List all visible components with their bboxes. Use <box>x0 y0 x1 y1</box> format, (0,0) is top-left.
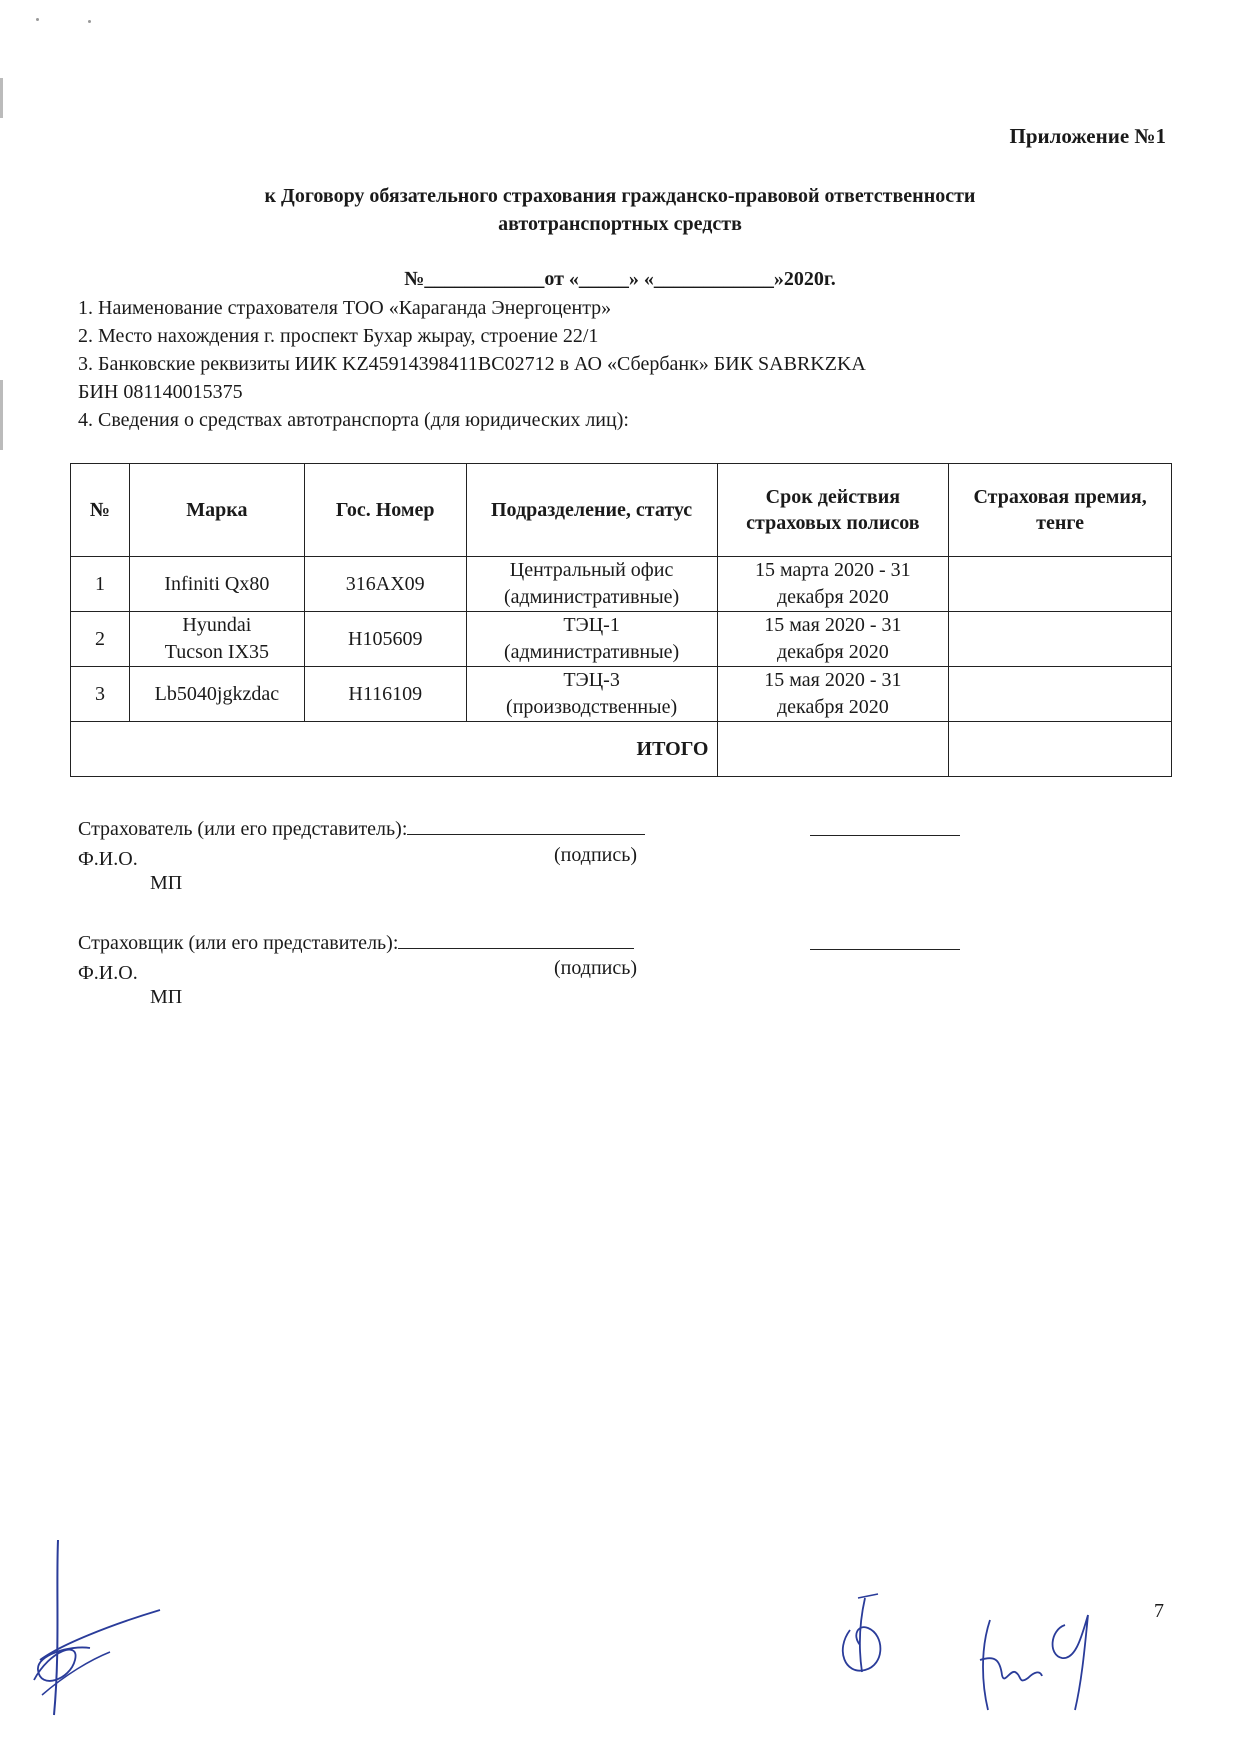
cell-num: 1 <box>71 557 130 612</box>
cell-division <box>466 667 717 722</box>
insurer-signature-caption: (подпись) <box>554 957 638 979</box>
insured-label: Страхователь (или его представитель): <box>78 818 408 840</box>
vehicles-table <box>70 463 1172 777</box>
info-line-bin: БИН 081140015375 <box>78 381 243 403</box>
heading-line-1: к Договору обязательного страхования гражданско-правовой ответственности <box>264 185 976 207</box>
info-line-name: 1. Наименование страхователя ТОО «Караганда Энергоцентр» <box>78 297 612 319</box>
cell-premium <box>949 557 1172 612</box>
scan-edge-mark <box>0 380 3 450</box>
page-number: 7 <box>1154 1600 1164 1622</box>
division-line-1: Центральный офис <box>509 559 674 581</box>
insured-signature-line <box>810 834 960 836</box>
cell-term <box>717 612 949 667</box>
cell-model: Lb5040jgkzdac <box>129 667 304 722</box>
scan-speck <box>36 18 39 21</box>
contract-number-line: №____________от «_____» «____________»2020г. <box>404 268 836 290</box>
model-line-1: Hyundai <box>182 614 252 636</box>
division-line-1: ТЭЦ-3 <box>563 669 620 691</box>
model-line-2: Tucson IX35 <box>164 641 270 663</box>
total-premium-cell <box>949 722 1172 777</box>
table-header-row <box>71 464 1172 557</box>
insurer-signature-line <box>810 948 960 950</box>
table-row <box>71 557 1172 612</box>
header-premium: Страховая премия, тенге <box>949 464 1172 557</box>
info-line-bank: 3. Банковские реквизиты ИИК KZ45914398411BC02712 в АО «Сбербанк» БИК SABRKZKA <box>78 353 866 375</box>
insurer-label: Страховщик (или его представитель): <box>78 932 399 954</box>
header-num: № <box>71 464 130 557</box>
table-row <box>71 667 1172 722</box>
handwritten-initials-middle <box>830 1590 900 1680</box>
info-line-vehicles: 4. Сведения о средствах автотранспорта (для юридических лиц): <box>78 409 629 431</box>
cell-num: 2 <box>71 612 130 667</box>
insured-fio: Ф.И.О. <box>78 848 138 870</box>
insurer-stamp-label: МП <box>150 986 183 1008</box>
cell-division <box>466 557 717 612</box>
insured-stamp-label: МП <box>150 872 183 894</box>
division-line-2: (производственные) <box>506 696 678 718</box>
division-line-2: (административные) <box>503 586 680 608</box>
document-heading <box>0 182 1240 238</box>
heading-line-2: автотранспортных средств <box>498 213 742 235</box>
cell-term <box>717 557 949 612</box>
header-model: Марка <box>129 464 304 557</box>
cell-model: Infiniti Qx80 <box>129 557 304 612</box>
total-label: ИТОГО <box>71 722 718 777</box>
handwritten-signature-right <box>970 1600 1120 1720</box>
term-line-1: 15 мая 2020 - 31 <box>764 614 902 636</box>
header-division: Подразделение, статус <box>466 464 717 557</box>
insured-signature-caption: (подпись) <box>554 844 638 866</box>
term-line-1: 15 марта 2020 - 31 <box>755 559 911 581</box>
cell-num: 3 <box>71 667 130 722</box>
appendix-title: Приложение №1 <box>1009 124 1166 148</box>
info-line-address: 2. Место нахождения г. проспект Бухар жырау, строение 22/1 <box>78 325 599 347</box>
cell-premium <box>949 612 1172 667</box>
header-plate: Гос. Номер <box>304 464 466 557</box>
table-row <box>71 612 1172 667</box>
cell-plate: 316AX09 <box>304 557 466 612</box>
scan-speck <box>88 20 91 23</box>
division-line-2: (административные) <box>503 641 680 663</box>
cell-model <box>129 612 304 667</box>
total-term-cell <box>717 722 949 777</box>
cell-division <box>466 612 717 667</box>
total-row <box>71 722 1172 777</box>
cell-plate: H105609 <box>304 612 466 667</box>
term-line-2: декабря 2020 <box>777 641 889 663</box>
cell-premium <box>949 667 1172 722</box>
insurer-fio: Ф.И.О. <box>78 962 138 984</box>
insured-name-line <box>407 814 645 835</box>
term-line-2: декабря 2020 <box>777 586 889 608</box>
insurer-name-line <box>398 928 634 949</box>
insurer-signature-block <box>78 928 634 988</box>
division-line-1: ТЭЦ-1 <box>563 614 620 636</box>
term-line-2: декабря 2020 <box>777 696 889 718</box>
cell-term <box>717 667 949 722</box>
header-term: Срок действия страховых полисов <box>717 464 949 557</box>
insured-info <box>78 294 866 434</box>
term-line-1: 15 мая 2020 - 31 <box>764 669 902 691</box>
handwritten-signature-left <box>20 1530 170 1720</box>
scan-edge-mark <box>0 78 3 118</box>
cell-plate: H116109 <box>304 667 466 722</box>
